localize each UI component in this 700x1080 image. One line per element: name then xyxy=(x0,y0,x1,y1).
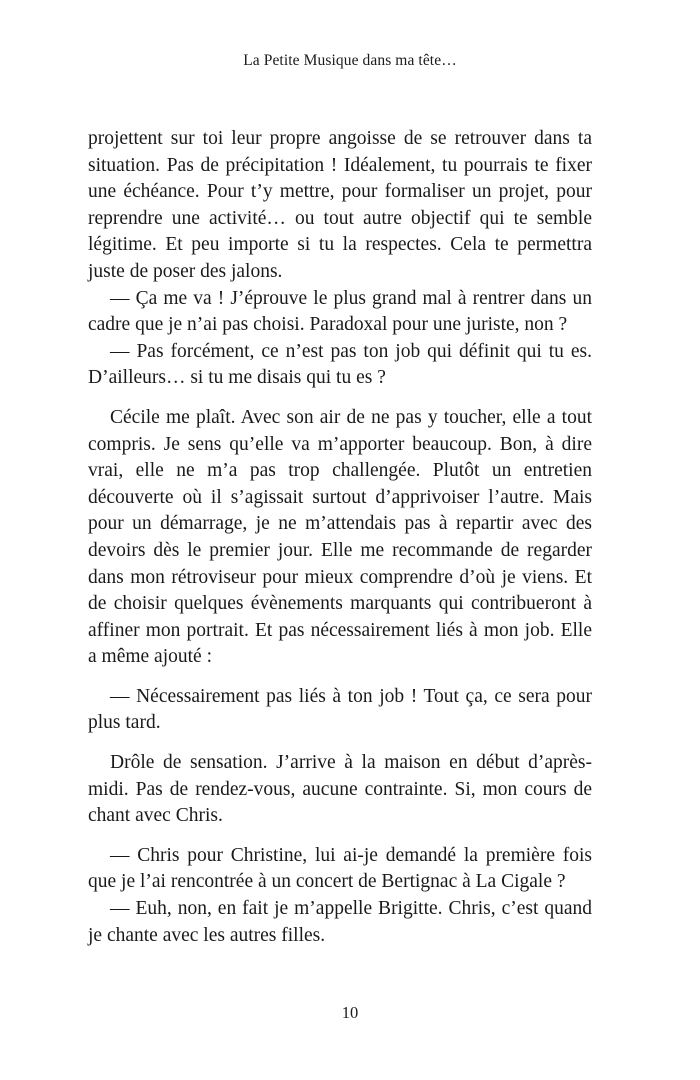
paragraph: projettent sur toi leur propre angoisse de se retrouver dans ta situation. Pas de précipitation ! Idéalement, tu pourrais te fixer une échéance. Pour t’y mettre, pour formaliser un projet, pour reprendre une activité… ou tout autre objectif qui te semble légitime. Et peu importe si tu la respectes. Cela te permettra juste de poser des jalons. xyxy=(88,128,592,282)
dialogue-line: — Ça me va ! J’éprouve le plus grand mal à rentrer dans un cadre que je n’ai pas choisi. Paradoxal pour une juriste, non ? xyxy=(88,287,592,336)
dialogue-line: — Nécessairement pas liés à ton job ! Tout ça, ce sera pour plus tard. xyxy=(88,685,592,734)
body-text xyxy=(88,126,592,949)
paragraph: Drôle de sensation. J’arrive à la maison en début d’après-midi. Pas de rendez-vous, aucune contrainte. Si, mon cours de chant avec Chris. xyxy=(88,752,592,827)
dialogue-line: — Pas forcément, ce n’est pas ton job qui définit qui tu es. D’ailleurs… si tu me disais qui tu es ? xyxy=(88,340,592,389)
dialogue-line: — Euh, non, en fait je m’appelle Brigitte. Chris, c’est quand je chante avec les autres filles. xyxy=(88,898,592,946)
dialogue-line: — Chris pour Christine, lui ai-je demandé la première fois que je l’ai rencontrée à un concert de Bertignac à La Cigale ? xyxy=(88,844,592,893)
paragraph: Cécile me plaît. Avec son air de ne pas y toucher, elle a tout compris. Je sens qu’elle va m’apporter beaucoup. Bon, à dire vrai, elle ne m’a pas trop challengée. Plutôt un entretien découverte où il s’agissait surtout d’apprivoiser l’autre. Mais pour un démarrage, je ne m’attendais pas à repartir avec des devoirs dès le premier jour. Elle me recommande de regarder dans mon rétroviseur pour mieux comprendre d’où je viens. Et de choisir quelques évènements marquants qui contribueront à affiner mon portrait. Et pas nécessairement liés à mon job. Elle a même ajouté : xyxy=(88,406,592,668)
page-number: 10 xyxy=(341,1003,359,1022)
running-head-title: La Petite Musique dans ma tête… xyxy=(243,52,457,69)
